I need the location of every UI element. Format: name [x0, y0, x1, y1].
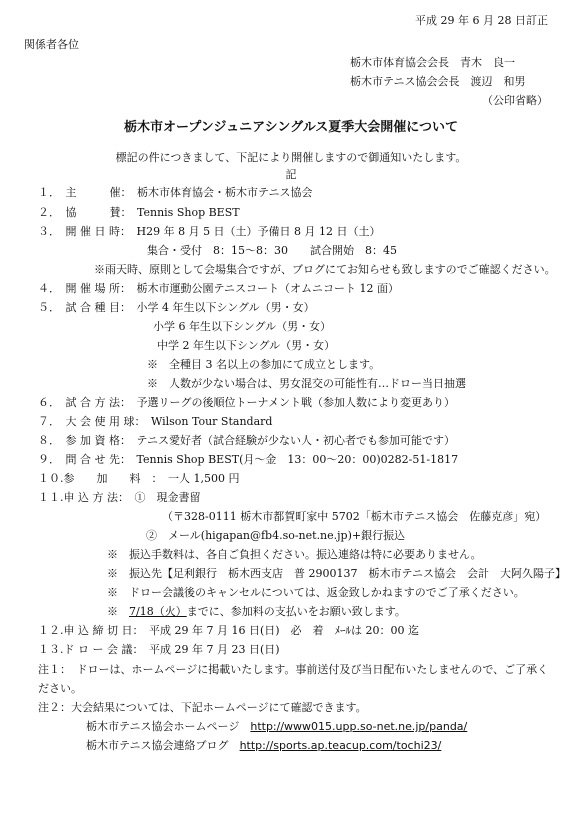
ki-heading: 記	[285, 168, 297, 181]
item-sponsor: ２． 協 賛： Tennis Shop BEST	[38, 206, 240, 219]
item-application-note-4	[107, 605, 406, 619]
item-event-1: ５． 試 合 種 目： 小学 4 年生以下シングル（男・女）	[38, 301, 315, 314]
intro-text: 標記の件につきまして、下記により開催しますので御通知いたします。	[115, 151, 467, 164]
item-date-rain-note: ※雨天時、原則として会場集合ですが、ブログにてお知らせも致しますのでご確認ください。	[94, 263, 556, 276]
item-application-note-1: ※ 振込手数料は、各自ご負担ください。振込連絡は特に必要ありません。	[107, 548, 482, 561]
payment-deadline-date: 7/18（火）	[129, 605, 187, 618]
item-format: ６． 試 合 方 法： 予選リーグの後順位トーナメント戦（参加人数により変更あり）	[38, 396, 456, 409]
item-deadline: １２.申 込 締 切 日： 平成 29 年 7 月 16 日(日) 必 着 ﾒｰﾙは 20：00 迄	[38, 624, 420, 637]
item-contact: ９． 問 合 せ 先： Tennis Shop BEST(月～金 13：00～20：00)0282-51-1817	[38, 453, 459, 466]
note-1-line-2: ださい。	[38, 682, 82, 695]
item-event-note-1: ※ 全種目 3 名以上の参加にて成立とします。	[147, 358, 381, 371]
revision-date: 平成 29 年 6 月 28 日訂正	[415, 14, 548, 27]
item-date: ３． 開 催 日 時： H29 年 8 月 5 日（土）予備日 8 月 12 日（土）	[38, 225, 381, 238]
homepage-line	[86, 720, 467, 734]
sender-sports-association: 栃木市体育協会会長 青木 良一	[350, 56, 515, 69]
item-event-note-2: ※ 人数が少ない場合は、男女混交の可能性有…ドロー当日抽選	[147, 377, 466, 390]
blog-line	[86, 739, 441, 753]
item-event-3: 中学 2 年生以下シングル（男・女）	[157, 339, 336, 352]
sender-tennis-association: 栃木市テニス協会会長 渡辺 和男	[350, 75, 526, 88]
document-title: 栃木市オープンジュニアシングルス夏季大会開催について	[123, 120, 459, 135]
note-4-text: までに、参加料の支払いをお願い致します。	[186, 605, 406, 618]
item-event-2: 小学 6 年生以下シングル（男・女）	[153, 320, 332, 333]
note-2: 注２：大会結果については、下記ホームページにて確認できます。	[38, 701, 367, 714]
item-application-address: （〒328-0111 栃木市都賀町家中 5702「栃木市テニス協会 佐藤克彦」宛）	[162, 510, 547, 523]
homepage-link[interactable]: http://www015.upp.so-net.ne.jp/panda/	[250, 720, 468, 733]
blog-label: 栃木市テニス協会連絡ブログ	[86, 739, 240, 752]
note-1-line-1: 注１： ドローは、ホームページに掲載いたします。事前送付及び当日配布いたしませんので、ご了承く	[38, 663, 549, 676]
homepage-label: 栃木市テニス協会ホームページ	[86, 720, 251, 733]
blog-link[interactable]: http://sports.ap.teacup.com/tochi23/	[239, 739, 442, 752]
item-draw-meeting: １３.ド ロ ー 会 議： 平成 29 年 7 月 23 日(日)	[38, 643, 280, 656]
seal-omitted-note: （公印省略）	[482, 94, 548, 107]
item-ball: ７． 大 会 使 用 球： Wilson Tour Standard	[38, 415, 273, 428]
item-application-note-2: ※ 振込先【足利銀行 栃木西支店 普 2900137 栃木市テニス協会 会計 大阿久陽子】	[107, 567, 567, 580]
item-application-note-3: ※ ドロー会議後のキャンセルについては、返金致しかねますのでご了承ください。	[107, 586, 525, 599]
addressee: 関係者各位	[24, 38, 79, 51]
note-4-mark: ※	[107, 605, 129, 618]
item-eligibility: ８． 参 加 資 格： テニス愛好者（試合経験が少ない人・初心者でも参加可能です）	[38, 434, 456, 447]
item-application-method: １１.申 込 方 法： ① 現金書留	[38, 491, 201, 504]
item-fee: １０.参 加 料 ： 一人 1,500 円	[38, 472, 240, 485]
item-venue: ４． 開 催 場 所： 栃木市運動公園テニスコート（オムニコート 12 面）	[38, 282, 400, 295]
item-application-email: ② メール(higapan@fb4.so-net.ne.jp)+銀行振込	[146, 529, 406, 542]
item-organizer: １． 主 催： 栃木市体育協会・栃木市テニス協会	[38, 186, 313, 199]
item-date-schedule: 集合・受付 8：15～8：30 試合開始 8：45	[147, 244, 397, 257]
